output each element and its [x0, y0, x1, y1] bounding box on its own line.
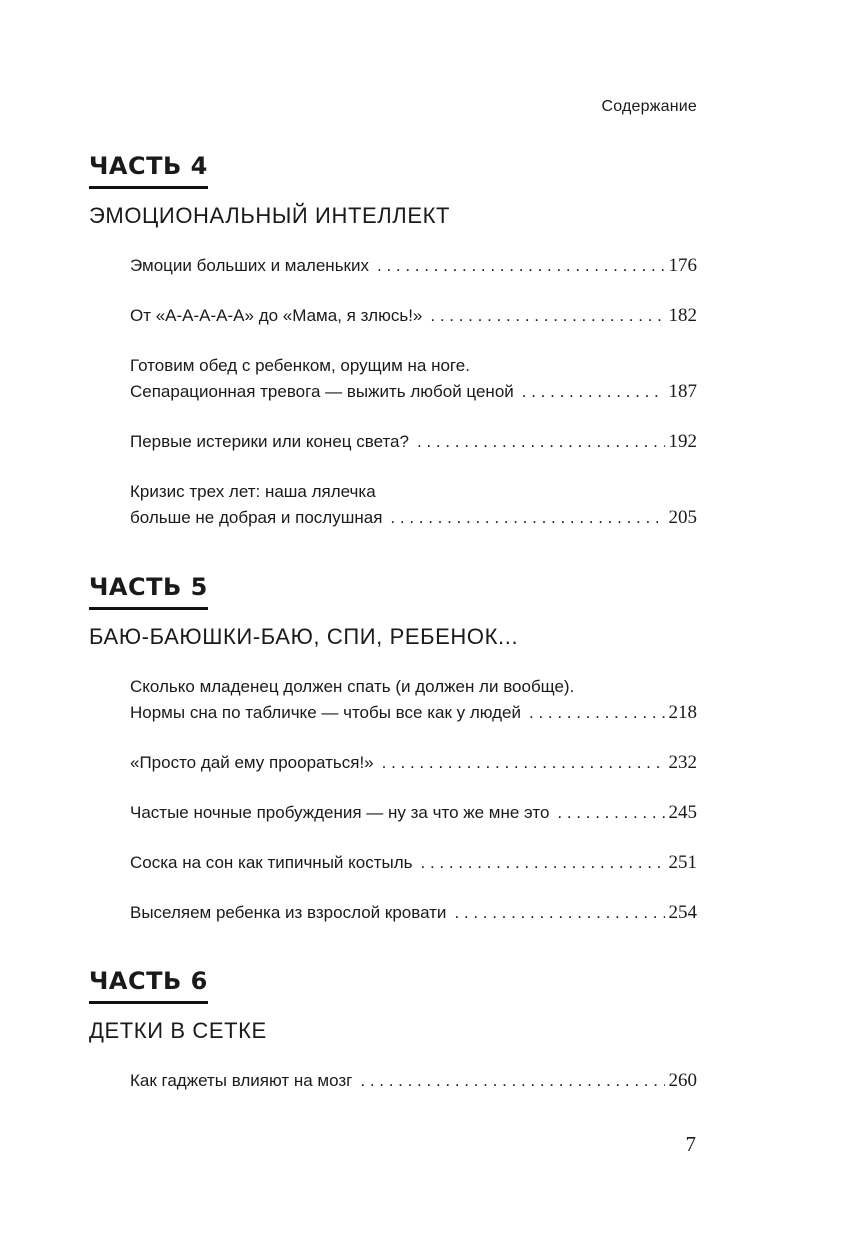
part-title: БАЮ-БАЮШКИ-БАЮ, СПИ, РЕБЕНОК... — [89, 624, 519, 649]
toc-entry[interactable] — [130, 353, 697, 405]
toc-entry[interactable] — [130, 303, 697, 329]
entry-text: Нормы сна по табличке — чтобы все как у людей — [130, 703, 522, 722]
dot-leader — [417, 429, 665, 455]
page-number: 205 — [668, 507, 697, 528]
page-number: 218 — [668, 702, 697, 723]
toc-entry[interactable] — [130, 429, 697, 455]
entry-text: Соска на сон как типичный костыль — [130, 853, 413, 872]
toc-entry[interactable] — [130, 750, 697, 776]
toc-entries — [89, 253, 697, 531]
entry-text: Эмоции больших и маленьких — [130, 256, 369, 275]
entry-text: Сепарационная тревога — выжить любой ценой — [130, 382, 514, 401]
toc-entries — [89, 674, 697, 926]
entry-text: Частые ночные пробуждения — ну за что же мне это — [130, 803, 550, 822]
dot-leader — [529, 700, 664, 726]
folio-page-number: 7 — [685, 1132, 696, 1156]
toc-entry[interactable] — [130, 674, 697, 726]
part-label: ЧАСТЬ 6 — [89, 967, 208, 1004]
part-4-section — [89, 152, 697, 555]
page-number: 260 — [668, 1070, 697, 1091]
page-number: 182 — [668, 305, 697, 326]
entry-text: больше не добрая и послушная — [130, 508, 383, 527]
dot-leader — [421, 850, 665, 876]
entry-text: Кризис трех лет: наша лялечка — [130, 482, 376, 501]
running-head: Содержание — [601, 98, 697, 115]
toc-entry[interactable] — [130, 1068, 697, 1094]
part-title: ДЕТКИ В СЕТКЕ — [89, 1018, 267, 1043]
toc-entry[interactable] — [130, 479, 697, 531]
toc-entry[interactable] — [130, 800, 697, 826]
toc-entry[interactable] — [130, 253, 697, 279]
entry-text: Сколько младенец должен спать (и должен ли вообще). — [130, 677, 575, 696]
page-number: 192 — [668, 431, 697, 452]
page-number: 187 — [668, 381, 697, 402]
toc-entry[interactable] — [130, 900, 697, 926]
dot-leader — [382, 750, 665, 776]
page-number: 245 — [668, 802, 697, 823]
entry-text: Выселяем ребенка из взрослой кровати — [130, 903, 447, 922]
dot-leader — [557, 800, 664, 826]
part-label: ЧАСТЬ 5 — [89, 573, 208, 610]
dot-leader — [377, 253, 665, 279]
entry-text: «Просто дай ему проораться!» — [130, 753, 374, 772]
entry-text: Как гаджеты влияют на мозг — [130, 1071, 353, 1090]
part-title: ЭМОЦИОНАЛЬНЫЙ ИНТЕЛЛЕКТ — [89, 203, 451, 228]
part-6-section — [89, 967, 697, 1118]
page-number: 176 — [668, 255, 697, 276]
toc-entries — [89, 1068, 697, 1094]
page-number: 254 — [668, 902, 697, 923]
dot-leader — [430, 303, 664, 329]
dot-leader — [390, 505, 664, 531]
entry-text: Первые истерики или конец света? — [130, 432, 409, 451]
part-5-section — [89, 573, 697, 950]
entry-text: От «А-А-А-А-А» до «Мама, я злюсь!» — [130, 306, 423, 325]
page-number: 251 — [668, 852, 697, 873]
dot-leader — [522, 379, 665, 405]
part-label: ЧАСТЬ 4 — [89, 152, 208, 189]
dot-leader — [360, 1068, 664, 1094]
dot-leader — [454, 900, 664, 926]
page-number: 232 — [668, 752, 697, 773]
toc-entry[interactable] — [130, 850, 697, 876]
entry-text: Готовим обед с ребенком, орущим на ноге. — [130, 356, 470, 375]
